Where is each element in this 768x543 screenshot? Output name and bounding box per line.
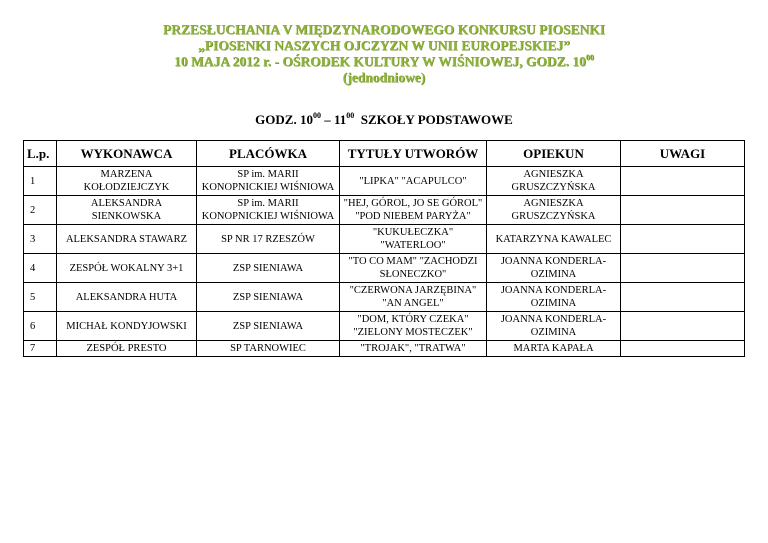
cell-lp: 7 [24, 341, 57, 357]
cell-school: SP im. MARII KONOPNICKIEJ WIŚNIOWA [197, 167, 340, 196]
cell-notes [621, 254, 745, 283]
header-line-1: PRZESŁUCHANIA V MIĘDZYNARODOWEGO KONKURSU PIOSENKI [162, 22, 606, 37]
cell-titles: "DOM, KTÓRY CZEKA" "ZIELONY MOSTECZEK" [340, 312, 487, 341]
cell-guardian: AGNIESZKA GRUSZCZYŃSKA [487, 196, 621, 225]
cell-school: ZSP SIENIAWA [197, 283, 340, 312]
cell-titles: "KUKUŁECZKA" "WATERLOO" [340, 225, 487, 254]
cell-school: SP NR 17 RZESZÓW [197, 225, 340, 254]
cell-titles: "HEJ, GÓROL, JO SE GÓROL" "POD NIEBEM PARYŻA" [340, 196, 487, 225]
cell-notes [621, 341, 745, 357]
cell-school: ZSP SIENIAWA [197, 312, 340, 341]
cell-lp: 4 [24, 254, 57, 283]
table-row [24, 254, 745, 283]
cell-guardian: JOANNA KONDERLA-OZIMINA [487, 283, 621, 312]
cell-lp: 1 [24, 167, 57, 196]
cell-titles: "CZERWONA JARZĘBINA" "AN ANGEL" [340, 283, 487, 312]
cell-titles: "TO CO MAM" "ZACHODZI SŁONECZKO" [340, 254, 487, 283]
cell-performer: ZESPÓŁ WOKALNY 3+1 [57, 254, 197, 283]
session-end-sup: 00 [346, 111, 355, 120]
cell-guardian: MARTA KAPAŁA [487, 341, 621, 357]
session-category: SZKOŁY PODSTAWOWE [354, 112, 513, 127]
cell-lp: 5 [24, 283, 57, 312]
table-row [24, 225, 745, 254]
cell-notes [621, 283, 745, 312]
header-line-3 [0, 54, 768, 70]
table-row [24, 341, 745, 357]
column-header-notes: UWAGI [621, 141, 745, 167]
table-row [24, 167, 745, 196]
cell-performer: MICHAŁ KONDYJOWSKI [57, 312, 197, 341]
header-line-2: „PIOSENKI NASZYCH OJCZYZN W UNII EUROPEJSKIEJ” [198, 38, 570, 53]
header-date-venue: 10 MAJA 2012 r. - OŚRODEK KULTURY W WIŚNIOWEJ, GODZ. 10 [174, 54, 586, 69]
cell-school: ZSP SIENIAWA [197, 254, 340, 283]
session-heading [0, 112, 768, 128]
cell-performer: ALEKSANDRA STAWARZ [57, 225, 197, 254]
cell-performer: MARZENA KOŁODZIEJCZYK [57, 167, 197, 196]
cell-guardian: JOANNA KONDERLA-OZIMINA [487, 312, 621, 341]
session-end: – 11 [320, 112, 347, 127]
cell-lp: 3 [24, 225, 57, 254]
header-time-superscript: 00 [585, 53, 594, 62]
cell-notes [621, 167, 745, 196]
cell-guardian: AGNIESZKA GRUSZCZYŃSKA [487, 167, 621, 196]
column-header-performer: WYKONAWCA [57, 141, 197, 167]
cell-guardian: JOANNA KONDERLA-OZIMINA [487, 254, 621, 283]
cell-titles: "LIPKA" "ACAPULCO" [340, 167, 487, 196]
table-row [24, 283, 745, 312]
session-start: GODZ. 10 [255, 112, 313, 127]
cell-guardian: KATARZYNA KAWALEC [487, 225, 621, 254]
cell-performer: ALEKSANDRA HUTA [57, 283, 197, 312]
column-header-lp: L.p. [24, 141, 57, 167]
cell-notes [621, 196, 745, 225]
session-start-sup: 00 [312, 111, 321, 120]
cell-notes [621, 225, 745, 254]
document-header [0, 22, 768, 86]
cell-lp: 2 [24, 196, 57, 225]
column-header-school: PLACÓWKA [197, 141, 340, 167]
header-line-4: (jednodniowe) [342, 70, 426, 85]
cell-titles: "TROJAK", "TRATWA" [340, 341, 487, 357]
cell-school: SP im. MARII KONOPNICKIEJ WIŚNIOWA [197, 196, 340, 225]
column-header-titles: TYTUŁY UTWORÓW [340, 141, 487, 167]
cell-performer: ALEKSANDRA SIENKOWSKA [57, 196, 197, 225]
column-header-guardian: OPIEKUN [487, 141, 621, 167]
cell-lp: 6 [24, 312, 57, 341]
cell-notes [621, 312, 745, 341]
table-row [24, 312, 745, 341]
cell-performer: ZESPÓŁ PRESTO [57, 341, 197, 357]
participants-table [23, 140, 745, 357]
table-row [24, 196, 745, 225]
cell-school: SP TARNOWIEC [197, 341, 340, 357]
table-header-row [24, 141, 745, 167]
